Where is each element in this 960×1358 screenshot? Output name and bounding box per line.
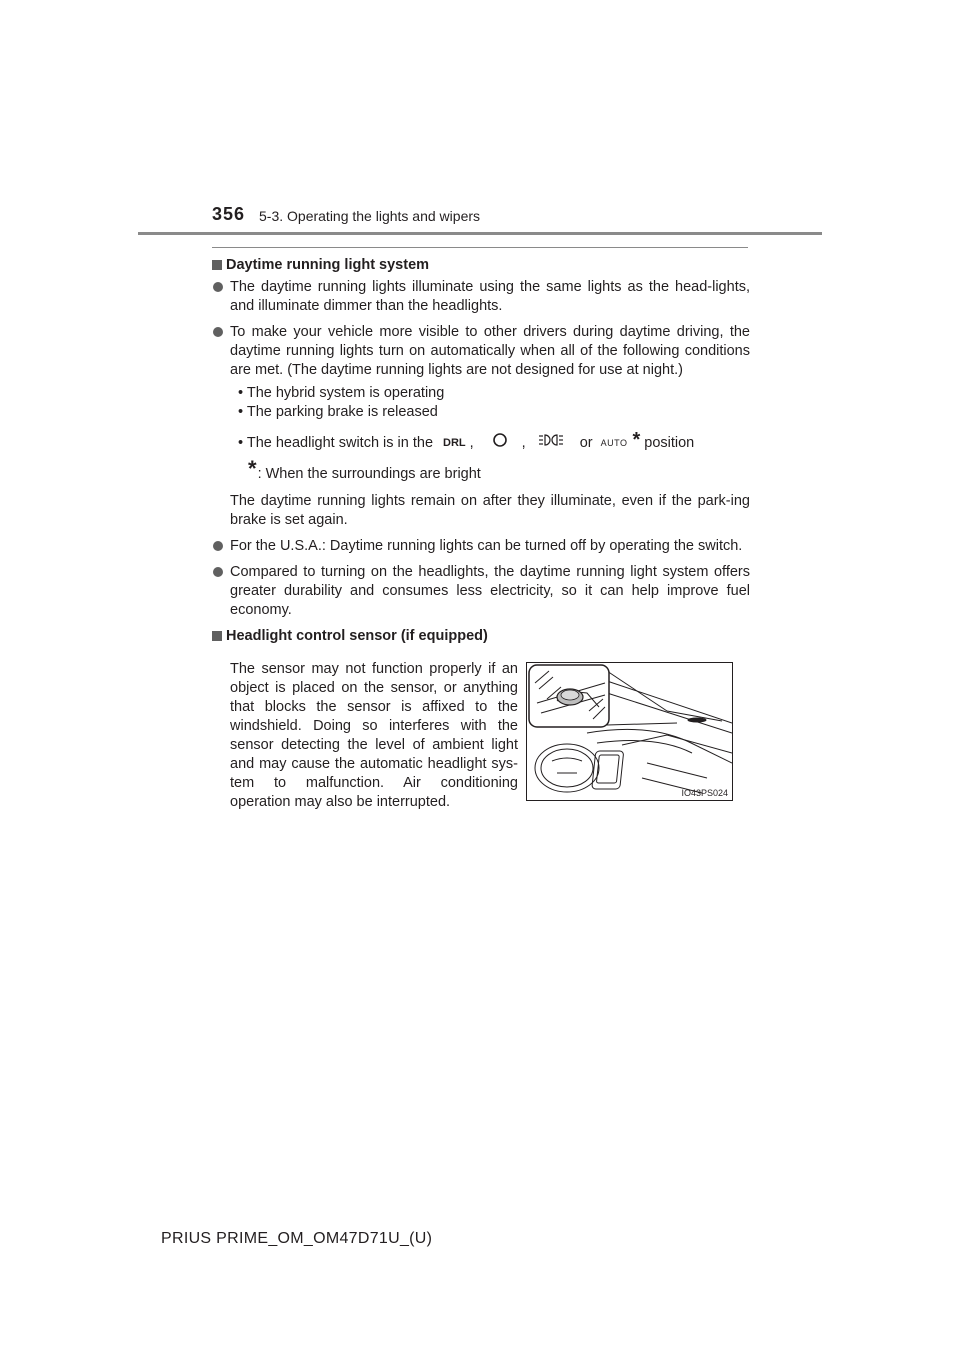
condition-item: • The parking brake is released — [238, 404, 438, 420]
section-rule — [212, 247, 748, 248]
round-bullet-icon — [213, 327, 223, 337]
footnote-text: : When the surroundings are bright — [257, 466, 481, 482]
footnote-star: * — [248, 456, 257, 481]
condition-item: • The hybrid system is operating — [238, 385, 445, 401]
sensor-heading: Headlight control sensor (if equipped) — [212, 627, 750, 646]
switch-line-suffix: position — [644, 434, 695, 451]
parking-lights-icon — [538, 432, 564, 454]
footer-model-code: PRIUS PRIME_OM_OM47D71U_(U) — [161, 1230, 433, 1247]
list-item: For the U.S.A.: Daytime running lights can be turned off by operating the switch. — [212, 537, 750, 556]
list-item: The daytime running lights illuminate using the same lights as the head-lights, and illuminate dimmer than the headlights. — [212, 278, 750, 316]
footnote — [212, 458, 750, 484]
round-bullet-icon — [213, 282, 223, 292]
drl-symbol-label: DRL — [443, 436, 466, 449]
sensor-paragraph: The sensor may not function properly if an object is placed on the sensor, or anything that blocks the sensor is affixed to the windshield. Doing so interferes with the sensor detecting the level of ambient light and may cause the automatic headlight sys-tem to malfunction. Air conditioning operation may also be interrupted. — [230, 661, 518, 810]
figure-code: IO43PS024 — [681, 788, 728, 798]
square-bullet-icon — [212, 631, 222, 641]
list-item: To make your vehicle more visible to other drivers during daytime driving, the daytime running lights turn on automatically when all of the following conditions are met. (The daytime running lights are not designed for use at night.) — [212, 323, 750, 380]
main-content — [212, 256, 750, 649]
off-position-icon — [492, 432, 508, 454]
dashboard-sensor-drawing — [527, 663, 732, 800]
header-rule — [138, 232, 822, 235]
comma-separator: , — [469, 434, 474, 451]
list-item: Compared to turning on the headlights, the daytime running light system offers greater durability and consumes less electricity, so it can help improve fuel economy. — [212, 563, 750, 620]
section-title: 5-3. Operating the lights and wipers — [259, 208, 481, 224]
auto-symbol-label: AUTO — [600, 437, 628, 448]
round-bullet-icon — [213, 541, 223, 551]
footnote-star: * — [632, 428, 641, 451]
or-word: or — [579, 434, 593, 451]
comma-separator: , — [521, 434, 526, 451]
switch-line-prefix: • The headlight switch is in the — [238, 434, 434, 451]
round-bullet-icon — [213, 567, 223, 577]
page-number: 356 — [212, 204, 246, 224]
sensor-location-illustration — [526, 662, 733, 801]
square-bullet-icon — [212, 260, 222, 270]
switch-positions-line — [212, 428, 750, 454]
drl-heading: Daytime running light system — [212, 256, 750, 275]
paragraph: The daytime running lights remain on after they illuminate, even if the park-ing brake is set again. — [230, 493, 750, 528]
